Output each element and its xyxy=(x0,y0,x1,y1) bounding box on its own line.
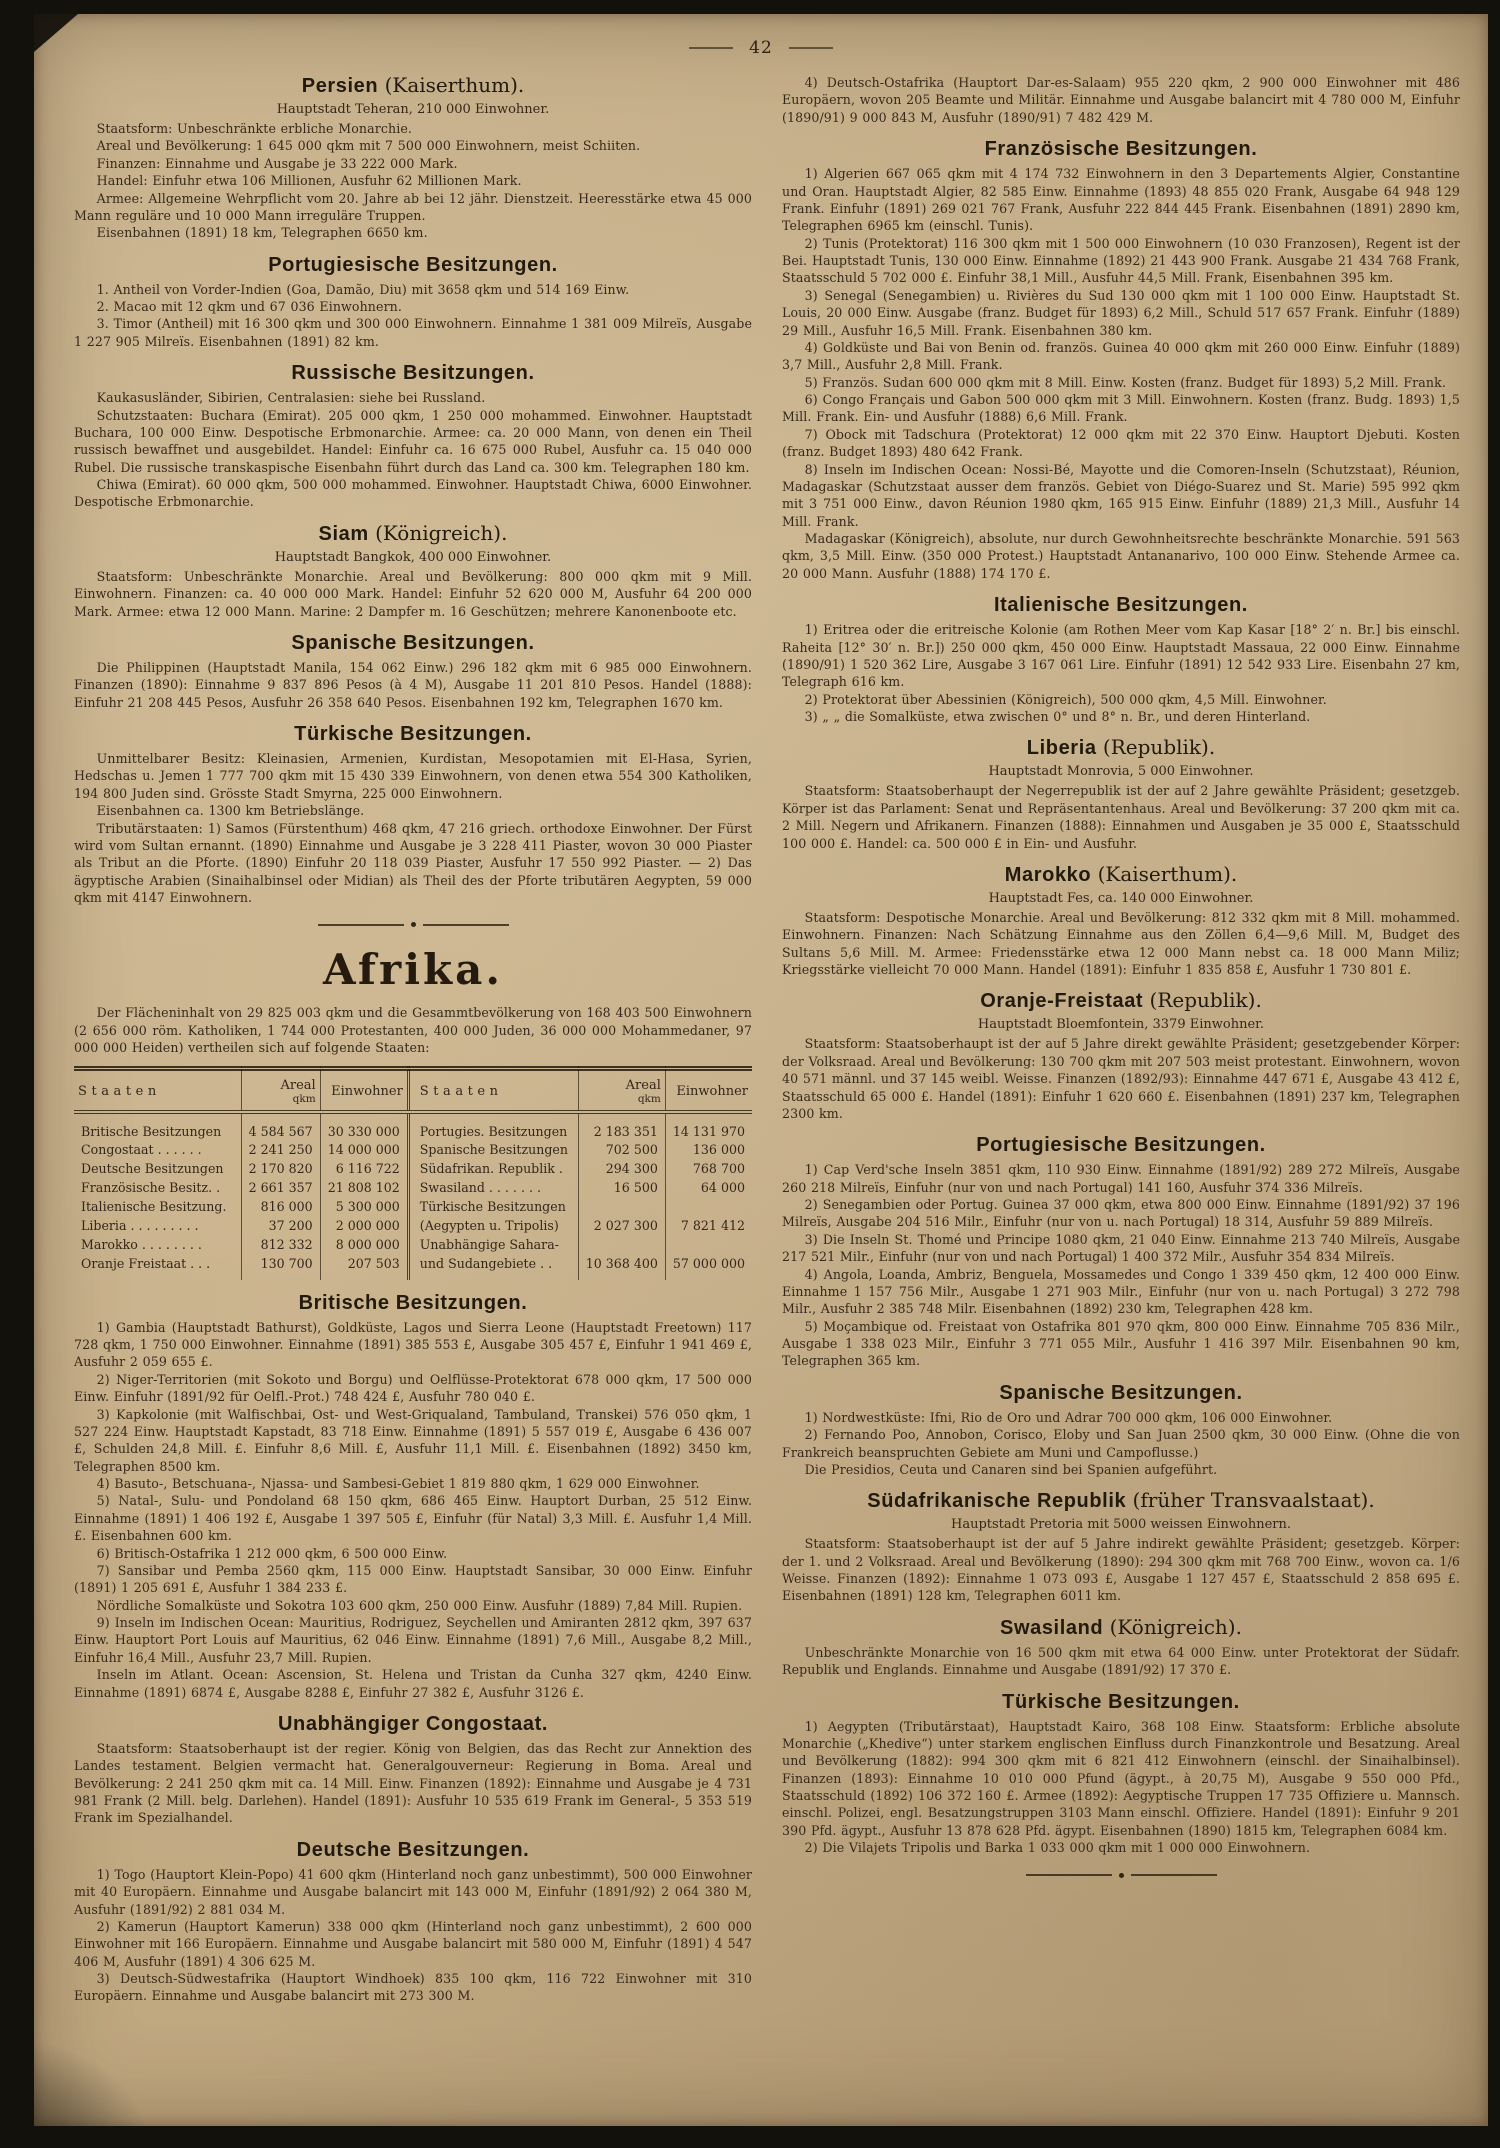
section-heading-portugiesisch-afrika xyxy=(782,1133,1460,1157)
cell-staat: und Sudangebiete . . xyxy=(408,1255,578,1280)
page-content xyxy=(34,14,1488,2126)
scanned-page xyxy=(34,14,1488,2126)
subtitle-suedafrikanische-republik: Hauptstadt Pretoria mit 5000 weissen Einwohnern. xyxy=(951,1517,1291,1533)
col-header-staaten-2: Staaten xyxy=(408,1068,578,1112)
col-header-areal-unit: qkm xyxy=(292,1092,316,1105)
cell-staat: Türkische Besitzungen xyxy=(408,1198,578,1217)
britisch-paragraph-3: 3) Kapkolonie (mit Walfischbai, Ost- und West-Griqualand, Tambuland, Transkei) 576 050 qkm, 1 527 224 Einw. Hauptstadt Kapstadt, 83 718 Einw. Einnahme (1891) 5 557 019 £, Ausgabe 6 436 007 £, Schulden 24,8 Mill. £. Einfuhr 8,6 Mill. £, Ausfuhr 11,1 Mill. £. Eisenbahnen (1892) 3450 km, Telegraphen 8500 km. xyxy=(74,1406,752,1474)
paragraphs-swasiland xyxy=(782,1644,1460,1679)
paragraphs-deutsch-ostafrika xyxy=(782,74,1460,126)
section-italienische-besitzungen xyxy=(782,593,1460,725)
subtitle-persien: Hauptstadt Teheran, 210 000 Einwohner. xyxy=(276,102,550,117)
cell-einwohner: 21 808 102 xyxy=(320,1179,408,1198)
table-row-5 xyxy=(74,1198,752,1217)
britisch-paragraph-9: 9) Inseln im Indischen Ocean: Mauritius, Rodriguez, Seychellen und Amiranten 2812 qkm, 397 637 Einw. Hauptort Port Louis auf Mauritius, 62 046 Einw. Einnahme (1891) 7,6 Mill., Ausgabe 8,2 Mill., Einfuhr 16,4 Mill., Ausfuhr 23,7 Mill. Rupien. xyxy=(74,1615,752,1665)
cell-staat: Spanische Besitzungen xyxy=(408,1141,578,1160)
cell-einwohner: 207 503 xyxy=(320,1255,408,1280)
col-header-staaten-1: Staaten xyxy=(74,1068,241,1112)
italienisch-paragraph-3: 3) „ „ die Somalküste, etwa zwischen 0° und 8° n. Br., und deren Hinterland. xyxy=(804,709,1311,724)
paragraphs-suedafrikanische-republik xyxy=(782,1535,1460,1605)
portugiesisch-asien-paragraph-1: 1. Antheil von Vorder-Indien (Goa, Damão, Diu) mit 3658 qkm und 514 169 Einw. xyxy=(96,281,630,297)
persien-paragraph-3: Finanzen: Einnahme und Ausgabe je 33 222 000 Mark. xyxy=(96,155,458,171)
persien-paragraph-5: Armee: Allgemeine Wehrpflicht vom 20. Jahre ab bei 12 jähr. Dienstzeit. Heeresstärke etwa 45 000 Mann reguläre und 10 000 Mann irreguläre Truppen. xyxy=(74,190,752,223)
paragraphs-spanisch-asien xyxy=(74,659,752,711)
persien-paragraph-4: Handel: Einfuhr etwa 106 Millionen, Ausfuhr 62 Millionen Mark. xyxy=(96,173,522,189)
paragraphs-tuerkisch-afrika xyxy=(782,1718,1460,1857)
paragraphs-britisch xyxy=(74,1319,752,1701)
russisch-paragraph-3: Chiwa (Emirat). 60 000 qkm, 500 000 mohammed. Einwohner. Hauptstadt Chiwa, 6000 Einwohner. Despotische Erbmonarchie. xyxy=(74,477,752,510)
russisch-paragraph-2: Schutzstaaten: Buchara (Emirat). 205 000 qkm, 1 250 000 mohammed. Einwohner. Hauptstadt Buchara, 100 000 Einw. Despotische Erbmonarchie. Armee: ca. 20 000 Mann, von denen ein Theil russisch bewaffnet und ausgebildet. Handel: Einfuhr ca. 16 675 000 Rubel, Ausfuhr ca. 15 040 000 Rubel. Die russische transkaspische Eisenbahn führt durch das Land ca. 300 km. Telegraphen 180 km. xyxy=(74,407,752,475)
deutsch-paragraph-1: 1) Togo (Hauptort Klein-Popo) 41 600 qkm (Hinterland noch ganz unbestimmt), 500 000 Einwohner mit 40 Europäern. Einnahme und Ausgabe balancirt mit 143 000 M, Einfuhr (1891/92) 2 064 380 M, Ausfuhr (1891/92) 2 881 034 M. xyxy=(74,1866,752,1917)
section-tuerkische-besitzungen-afrika xyxy=(782,1690,1460,1857)
portugiesisch-asien-paragraph-2: 2. Macao mit 12 qkm und 67 036 Einwohnern. xyxy=(96,299,402,314)
page-number-dash-right xyxy=(789,47,833,49)
paragraphs-marokko xyxy=(782,909,1460,979)
cell-staat: (Aegypten u. Tripolis) xyxy=(408,1217,578,1236)
heading-bold: Unabhängiger Congostaat. xyxy=(278,1712,548,1735)
cell-einwohner: 7 821 412 xyxy=(665,1217,752,1236)
cell-einwohner: 768 700 xyxy=(665,1160,752,1179)
tuerkisch-afrika-paragraph-2: 2) Die Vilajets Tripolis und Barka 1 033 000 qkm mit 1 000 000 Einwohnern. xyxy=(804,1840,1311,1856)
cell-staat: Oranje Freistaat . . . xyxy=(81,1255,211,1271)
heading-rest: (früher Transvaalstaat). xyxy=(1126,1488,1375,1513)
franzoesisch-paragraph-5: 5) Französ. Sudan 600 000 qkm mit 8 Mill. Einw. Kosten (franz. Budget für 1893) 5,2 Mill. Frank. xyxy=(804,374,1446,390)
deutsch-ostafrika-paragraph-1: 4) Deutsch-Ostafrika (Hauptort Dar-es-Salaam) 955 220 qkm, 2 900 000 Einwohner mit 486 Europäern, wovon 205 Beamte und Militär. Einnahme und Ausgabe balancirt mit 4 780 000 M, Einfuhr (1890/91) 9 000 843 M, Ausfuhr (1890/91) 7 482 429 M. xyxy=(782,75,1460,125)
section-heading-tuerkisch-asien xyxy=(74,722,752,746)
paragraphs-portugiesisch-afrika xyxy=(782,1161,1460,1370)
cell-staat: Swasiland . . . . . . . xyxy=(408,1179,578,1198)
section-heading-deutsch xyxy=(74,1838,752,1862)
heading-bold: Italienische Besitzungen. xyxy=(994,594,1248,617)
deutsch-paragraph-2: 2) Kamerun (Hauptort Kamerun) 338 000 qkm (Hinterland noch ganz unbestimmt), 2 600 000 Einwohner mit 166 Europäern. Einnahme und Ausgabe balancirt mit 580 000 M, Einfuhr (1891) 4 547 406 M, Ausfuhr (1891) 4 306 625 M. xyxy=(74,1918,752,1969)
section-spanische-besitzungen-asien xyxy=(74,631,752,711)
cell-einwohner: 64 000 xyxy=(665,1179,752,1198)
cell-areal xyxy=(578,1236,665,1255)
cell-areal: 2 661 357 xyxy=(241,1179,320,1198)
table-row-7 xyxy=(74,1236,752,1255)
section-portugiesische-besitzungen-afrika xyxy=(782,1133,1460,1370)
right-column xyxy=(782,74,1460,2098)
franzoesisch-paragraph-7: 7) Obock mit Tadschura (Protektorat) 12 000 qkm mit 22 370 Einw. Hauptort Djebuti. Kosten (franz. Budget 1893) 480 642 Frank. xyxy=(782,426,1460,460)
heading-bold: Deutsche Besitzungen. xyxy=(296,1838,530,1861)
section-heading-russisch xyxy=(74,361,752,385)
subtitle-siam: Hauptstadt Bangkok, 400 000 Einwohner. xyxy=(274,549,552,565)
cell-staat: Südafrikan. Republik . xyxy=(408,1160,578,1179)
cell-areal: 2 241 250 xyxy=(241,1141,320,1160)
cell-einwohner xyxy=(665,1198,752,1217)
italienisch-paragraph-2: 2) Protektorat über Abessinien (Königreich), 500 000 qkm, 4,5 Mill. Einwohner. xyxy=(804,691,1327,707)
paragraphs-liberia xyxy=(782,782,1460,852)
afrika-title: Afrika. xyxy=(323,945,503,995)
franzoesisch-paragraph-9: Madagaskar (Königreich), absolute, nur durch Gewohnheitsrechte beschränkte Monarchie. 591 563 qkm, 3,5 Mill. Einw. (350 000 Protest.) Hauptstadt Antananarivo, 100 000 Einw. Stehende Armee ca. 20 000 Mann. Ausfuhr (1888) 174 170 £. xyxy=(782,531,1460,581)
section-russische-besitzungen xyxy=(74,361,752,511)
col-header-areal-label: Areal xyxy=(280,1077,316,1093)
section-heading-swasiland xyxy=(782,1616,1460,1640)
table-row-1 xyxy=(74,1112,752,1142)
cell-einwohner: 6 116 722 xyxy=(320,1160,408,1179)
portugiesisch-asien-paragraph-3: 3. Timor (Antheil) mit 16 300 qkm und 300 000 Einwohnern. Einnahme 1 381 009 Milreïs, Ausgabe 1 227 905 Milreïs. Eisenbahnen (1891) 82 km. xyxy=(74,316,752,349)
section-heading-congostaat xyxy=(74,1712,752,1736)
section-swasiland xyxy=(782,1616,1460,1679)
table-row-4 xyxy=(74,1179,752,1198)
afrika-staaten-table xyxy=(74,1066,752,1280)
divider-dot xyxy=(1119,1873,1124,1878)
cell-einwohner: 57 000 000 xyxy=(665,1255,752,1280)
cell-areal xyxy=(578,1198,665,1217)
section-heading-britisch xyxy=(74,1291,752,1315)
section-heading-spanisch-asien xyxy=(74,631,752,655)
section-heading-tuerkisch-afrika xyxy=(782,1690,1460,1714)
cell-staat: Portugies. Besitzungen xyxy=(408,1112,578,1142)
divider-line-left xyxy=(318,924,404,926)
marokko-paragraph-1: Staatsform: Despotische Monarchie. Areal und Bevölkerung: 812 332 qkm mit 8 Mill. mohammed. Einwohnern. Finanzen: Nach Schätzung Einnahme aus den Zöllen 6,4—9,6 Mill. M, Budget des Sultans 5,6 Mill. M. Armee: Friedensstärke etwa 12 000 Mann nebst ca. 18 000 Mann Miliz; Kriegsstärke vielleicht 70 000 Mann. Handel (1891): Einfuhr 1 835 858 £, Ausfuhr 1 730 801 £. xyxy=(782,909,1460,977)
franzoesisch-paragraph-6: 6) Congo Français und Gabon 500 000 qkm mit 3 Mill. Einwohnern. Kosten (franz. Budg. 1893) 1,5 Mill. Frank. Ein- und Ausfuhr (1888) 6,6 Mill. Frank. xyxy=(782,392,1460,425)
col-header-areal-2 xyxy=(578,1068,665,1112)
section-marokko xyxy=(782,863,1460,979)
cell-areal: 4 584 567 xyxy=(241,1112,320,1142)
section-heading-liberia xyxy=(782,736,1460,760)
heading-bold: Türkische Besitzungen. xyxy=(294,723,532,745)
congostaat-paragraph-1: Staatsform: Staatsoberhaupt ist der regier. König von Belgien, das das Recht zur Annektion des Landes testament. Belgien vermacht hat. Generalgouverneur: Regierung in Boma. Areal und Bevölkerung: 2 241 250 qkm mit ca. 14 Mill. Einw. Finanzen (1892): Einnahme und Ausgabe je 4 731 981 Frank (2 Mill. belg. Darlehen). Handel (1891): Ausfuhr 10 535 619 Frank im General-, 5 353 519 Frank im Spezialhandel. xyxy=(74,1740,752,1826)
cell-areal: 37 200 xyxy=(241,1217,320,1236)
heading-rest: (Kaiserthum). xyxy=(378,73,525,97)
cell-areal: 2 183 351 xyxy=(578,1112,665,1142)
heading-rest: (Republik). xyxy=(1143,988,1262,1013)
cell-einwohner: 8 000 000 xyxy=(320,1236,408,1255)
section-heading-suedafrikanische-republik xyxy=(782,1489,1460,1513)
cell-staat: Italienische Besitzung. xyxy=(81,1199,227,1215)
heading-bold: Spanische Besitzungen. xyxy=(999,1381,1243,1404)
cell-areal: 2 170 820 xyxy=(241,1160,320,1179)
paragraphs-siam xyxy=(74,568,752,620)
franzoesisch-paragraph-1: 1) Algerien 667 065 qkm mit 4 174 732 Einwohnern in den 3 Departements Algier, Constantine und Oran. Hauptstadt Algier, 82 585 Einw. Einnahme (1893) 48 855 020 Frank, Ausgabe 64 948 129 Frank. Einfuhr (1891) 269 021 767 Frank, Ausfuhr 222 844 445 Frank. Eisenbahnen (1891) 2890 km, Telegraphen 6965 km (einschl. Tunis). xyxy=(782,166,1460,234)
section-siam xyxy=(74,522,752,620)
franzoesisch-paragraph-2: 2) Tunis (Protektorat) 116 300 qkm mit 1 500 000 Einwohnern (10 030 Franzosen), Regent ist der Bei. Hauptstadt Tunis, 130 000 Einw. Einnahme (1892) 21 443 900 Frank. Ausgabe 21 434 768 Frank, Staatsschuld 5 702 000 £. Einfuhr 38,1 Mill., Ausfuhr 44,5 Mill. Frank, Eisenbahnen 395 km. xyxy=(782,235,1460,286)
tuerkisch-asien-paragraph-1: Unmittelbarer Besitz: Kleinasien, Armenien, Kurdistan, Mesopotamien mit El-Hasa, Syrien, Hedschas u. Jemen 1 777 700 qkm mit 15 430 339 Einwohnern, von denen etwa 554 300 Katholiken, 194 800 Juden sind. Grösste Stadt Smyrna, 225 000 Einwohnern. xyxy=(74,751,752,801)
heading-bold: Portugiesische Besitzungen. xyxy=(976,1134,1266,1157)
table-header-row xyxy=(74,1068,752,1112)
divider-line-right xyxy=(423,924,509,926)
heading-bold: Persien xyxy=(301,75,379,97)
section-heading-franzoesisch xyxy=(782,137,1460,161)
tuerkisch-asien-paragraph-3: Tributärstaaten: 1) Samos (Fürstenthum) 468 qkm, 47 216 griech. orthodoxe Einwohner. Der Fürst wird vom Sultan ernannt. (1890) Einnahme und Ausgabe je 3 228 411 Piaster, wovon 30 000 Piaster als Tribut an die Pforte. (1890) Einfuhr 20 118 039 Piaster, Ausfuhr 17 550 992 Piaster. — 2) Das ägyptische Arabien (Sinaihalbinsel oder Midian) als Theil des der Pforte tributären Aegypten, 59 000 qkm mit 4147 Einwohnern. xyxy=(74,820,752,905)
cell-areal: 812 332 xyxy=(241,1236,320,1255)
heading-bold: Siam xyxy=(318,522,369,545)
section-divider xyxy=(74,922,752,927)
portugiesisch-afrika-paragraph-5: 5) Moçambique od. Freistaat von Ostafrika 801 970 qkm, 800 000 Einw. Einnahme 705 836 Milr., Ausgabe 1 338 023 Milr., Einfuhr 3 771 055 Milr., Ausfuhr 1 416 397 Milr. Eisenbahnen 90 km, Telegraphen 365 km. xyxy=(782,1318,1460,1369)
page-number-dash-left xyxy=(689,47,733,49)
britisch-paragraph-4: 4) Basuto-, Betschuana-, Njassa- und Sambesi-Gebiet 1 819 880 qkm, 1 629 000 Einwohner. xyxy=(96,1476,700,1491)
section-oranje-freistaat xyxy=(782,989,1460,1122)
heading-bold: Marokko xyxy=(1004,863,1092,886)
section-britische-besitzungen xyxy=(74,1291,752,1701)
section-heading-oranje xyxy=(782,989,1460,1013)
heading-bold: Britische Besitzungen. xyxy=(298,1291,528,1314)
portugiesisch-afrika-paragraph-4: 4) Angola, Loanda, Ambriz, Benguela, Mossamedes und Congo 1 339 450 qkm, 12 400 000 Einw. Einnahme 1 157 756 Milr., Ausgabe 1 271 903 Milr., Einfuhr (nur von u. nach Portugal) 3 272 798 Milr., Ausfuhr 2 385 748 Milr. Eisenbahnen (1892) 230 km, Telegraphen 428 km. xyxy=(782,1266,1460,1317)
portugiesisch-afrika-paragraph-1: 1) Cap Verd'sche Inseln 3851 qkm, 110 930 Einw. Einnahme (1891/92) 289 272 Milreïs, Ausgabe 260 218 Milreïs, Einfuhr (nur von und nach Portugal) 141 160, Ausfuhr 374 336 Milreïs. xyxy=(782,1162,1460,1195)
cell-staat: Deutsche Besitzungen xyxy=(81,1161,224,1177)
heading-rest: (Königreich). xyxy=(368,520,508,545)
cell-staat: Liberia . . . . . . . . . xyxy=(81,1217,199,1233)
page-number-row xyxy=(34,38,1488,58)
cell-areal: 130 700 xyxy=(241,1255,320,1280)
section-heading-spanisch-afrika xyxy=(782,1381,1460,1405)
heading-rest: (Königreich). xyxy=(1103,1614,1242,1639)
britisch-paragraph-5: 5) Natal-, Sulu- und Pondoland 68 150 qkm, 686 465 Einw. Hauptort Durban, 25 512 Einw. Einnahme (1891) 1 406 192 £, Ausgabe 1 397 505 £, Einfuhr (für Natal) 3,3 Mill. £. Ausfuhr 1,4 Mill. £. Eisenbahnen 600 km. xyxy=(74,1493,752,1544)
cell-staat: Britische Besitzungen xyxy=(81,1123,222,1139)
col-header-einwohner-1: Einwohner xyxy=(320,1068,408,1112)
table-row-3 xyxy=(74,1160,752,1179)
paragraphs-tuerkisch-asien xyxy=(74,750,752,906)
subtitle-oranje: Hauptstadt Bloemfontein, 3379 Einwohner. xyxy=(977,1017,1265,1033)
section-heading-persien xyxy=(74,74,752,98)
subtitle-marokko: Hauptstadt Fes, ca. 140 000 Einwohner. xyxy=(988,890,1254,906)
cell-einwohner: 5 300 000 xyxy=(320,1198,408,1217)
paragraphs-italienisch xyxy=(782,621,1460,725)
britisch-paragraph-1: 1) Gambia (Hauptstadt Bathurst), Goldküste, Lagos und Sierra Leone (Hauptstadt Freetown) 117 728 qkm, 1 750 000 Einwohner. Einnahme (1891) 385 553 £, Ausgabe 305 457 £, Einfuhr 1 941 469 £, Ausfuhr 2 059 655 £. xyxy=(74,1319,752,1370)
franzoesisch-paragraph-3: 3) Senegal (Senegambien) u. Rivières du Sud 130 000 qkm mit 1 100 000 Einw. Hauptstadt St. Louis, 20 000 Einw. Ausgabe (franz. Budget für 1893) 6,2 Mill., Schuld 517 657 Frank. Einfuhr (1889) 29 Mill., Ausfuhr 16,5 Mill. Frank. Eisenbahnen 380 km. xyxy=(782,287,1460,338)
paragraphs-spanisch-afrika xyxy=(782,1409,1460,1479)
cell-staat: Unabhängige Sahara- xyxy=(408,1236,578,1255)
heading-bold: Portugiesische Besitzungen. xyxy=(268,253,558,276)
cell-areal: 294 300 xyxy=(578,1160,665,1179)
section-heading-italienisch xyxy=(782,593,1460,617)
table-row-2 xyxy=(74,1141,752,1160)
left-column xyxy=(74,74,752,2098)
heading-bold: Türkische Besitzungen. xyxy=(1002,1690,1240,1713)
spanisch-asien-paragraph-1: Die Philippinen (Hauptstadt Manila, 154 062 Einw.) 296 182 qkm mit 6 985 000 Einwohnern. Finanzen (1890): Einnahme 9 837 896 Pesos (à 4 M), Ausgabe 11 201 810 Pesos. Handel (1888): Einfuhr 21 208 445 Pesos, Ausfuhr 26 358 640 Pesos. Eisenbahnen 192 km, Telegraphen 1670 km. xyxy=(74,659,752,710)
cell-einwohner: 14 000 000 xyxy=(320,1141,408,1160)
cell-areal: 2 027 300 xyxy=(578,1217,665,1236)
oranje-paragraph-1: Staatsform: Staatsoberhaupt ist der auf 5 Jahre direkt gewählte Präsident; gesetzgebender Körper: der Volksraad. Areal und Bevölkerung: 130 700 qkm mit 207 503 meist protestant. Einwohnern, wovon 40 571 männl. und 37 145 weibl. Weisse. Finanzen (1892/93): Einnahme 447 671 £, Ausgabe 43 412 £, Staatsschuld 65 000 £. Handel (1891): Einfuhr 1 620 660 £. Eisenbahnen (1891) 237 km, Telegraphen 2300 km. xyxy=(782,1036,1460,1121)
paragraphs-persien xyxy=(74,120,752,242)
table-head xyxy=(74,1068,752,1112)
britisch-paragraph-8: Nördliche Somalküste und Sokotra 103 600 qkm, 250 000 Einw. Ausfuhr (1889) 7,84 Mill. Rupien. xyxy=(96,1597,743,1613)
section-portugiesische-besitzungen-asien xyxy=(74,253,752,351)
persien-paragraph-1: Staatsform: Unbeschränkte erbliche Monarchie. xyxy=(96,121,412,136)
divider-line-right xyxy=(1131,1874,1217,1876)
paragraphs-congostaat xyxy=(74,1740,752,1827)
britisch-paragraph-2: 2) Niger-Territorien (mit Sokoto und Borgu) und Oelflüsse-Protektorat 678 000 qkm, 17 500 000 Einw. Einfuhr (1891/92 für Oelfl.-Prot.) 748 424 £, Ausfuhr 780 040 £. xyxy=(74,1371,752,1405)
section-heading-portugiesisch-asien xyxy=(74,253,752,277)
col-header-areal-1 xyxy=(241,1068,320,1112)
cell-areal: 702 500 xyxy=(578,1141,665,1160)
cell-areal: 816 000 xyxy=(241,1198,320,1217)
cell-einwohner: 30 330 000 xyxy=(320,1112,408,1142)
section-liberia xyxy=(782,736,1460,852)
table-body xyxy=(74,1112,752,1280)
cell-staat: Französische Besitz. . xyxy=(81,1180,221,1196)
spanisch-afrika-paragraph-2: 2) Fernando Poo, Annobon, Corisco, Eloby und San Juan 2500 qkm, 30 000 Einw. (Ohne die von Frankreich beanspruchten Gebiete am Muni und Campoflusse.) xyxy=(782,1427,1460,1460)
section-tuerkische-besitzungen-asien xyxy=(74,722,752,906)
section-suedafrikanische-republik xyxy=(782,1489,1460,1605)
portugiesisch-afrika-paragraph-3: 3) Die Inseln St. Thomé und Principe 1080 qkm, 21 040 Einw. Einnahme 213 740 Milreïs, Ausgabe 217 521 Milr., Einfuhr (nur von und nach Portugal) 1 400 372 Milr., Ausfuhr 354 834 Milreïs. xyxy=(782,1231,1460,1265)
franzoesisch-paragraph-4: 4) Goldküste und Bai von Benin od. französ. Guinea 40 000 qkm mit 260 000 Einw. Einfuhr (1889) 3,7 Mill., Ausfuhr 2,8 Mill. Frank. xyxy=(782,339,1460,373)
section-persien xyxy=(74,74,752,242)
heading-bold: Spanische Besitzungen. xyxy=(291,631,535,654)
section-spanische-besitzungen-afrika xyxy=(782,1381,1460,1479)
cell-staat: Congostaat . . . . . . xyxy=(81,1142,202,1158)
persien-paragraph-6: Eisenbahnen (1891) 18 km, Telegraphen 6650 km. xyxy=(96,225,428,241)
paragraphs-oranje xyxy=(782,1035,1460,1122)
section-heading-marokko xyxy=(782,863,1460,887)
divider-line-left xyxy=(1026,1874,1112,1876)
liberia-paragraph-1: Staatsform: Staatsoberhaupt der Negerrepublik ist der auf 2 Jahre gewählte Präsident; gesetzgeb. Körper ist das Parlament: Senat und Repräsentantenhaus. Areal und Bevölkerung: 37 200 qkm mit ca. 2 Mill. Negern und Afrikanern. Finanzen (1888): Einnahmen und Ausgaben je 35 000 £, Staatsschuld 100 000 £. Handel: ca. 500 000 £ in Ein- und Ausfuhr. xyxy=(782,783,1460,851)
col-header-areal-unit: qkm xyxy=(637,1092,661,1105)
russisch-paragraph-1: Kaukasusländer, Sibirien, Centralasien: siehe bei Russland. xyxy=(96,390,486,406)
col-header-areal-label: Areal xyxy=(625,1077,661,1093)
heading-bold: Swasiland xyxy=(1000,1616,1104,1639)
portugiesisch-afrika-paragraph-2: 2) Senegambien oder Portug. Guinea 37 000 qkm, etwa 800 000 Einw. Einnahme (1891/92) 37 196 Milreïs, Ausgabe 204 516 Milr., Einfuhr (nur von u. nach Portugal) 18 314, Ausfuhr 59 889 Milreïs. xyxy=(782,1197,1460,1230)
britisch-paragraph-10: Inseln im Atlant. Ocean: Ascension, St. Helena und Tristan da Cunha 327 qkm, 4240 Einw. Einnahme (1891) 6874 £, Ausgabe 8288 £, Einfuhr 27 382 £, Ausfuhr 3126 £. xyxy=(74,1667,752,1700)
cell-einwohner: 136 000 xyxy=(665,1141,752,1160)
cell-areal: 16 500 xyxy=(578,1179,665,1198)
divider-dot xyxy=(411,922,416,927)
paragraphs-franzoesisch xyxy=(782,165,1460,582)
cell-einwohner: 14 131 970 xyxy=(665,1112,752,1142)
heading-rest: (Kaiserthum). xyxy=(1091,861,1238,886)
section-deutsch-ostafrika-continuation xyxy=(782,74,1460,126)
spanisch-afrika-paragraph-1: 1) Nordwestküste: Ifni, Rio de Oro und Adrar 700 000 qkm, 106 000 Einwohner. xyxy=(804,1409,1333,1425)
paragraphs-portugiesisch-asien xyxy=(74,281,752,351)
paragraphs-deutsch xyxy=(74,1866,752,2005)
section-afrika xyxy=(74,945,752,1279)
deutsch-paragraph-3: 3) Deutsch-Südwestafrika (Hauptort Windhoek) 835 100 qkm, 116 722 Einwohner mit 310 Europäern. Einnahme und Ausgabe balancirt mit 273 300 M. xyxy=(74,1971,752,2004)
table-row-6 xyxy=(74,1217,752,1236)
paragraphs-russisch xyxy=(74,389,752,511)
section-franzoesische-besitzungen xyxy=(782,137,1460,582)
subtitle-liberia: Hauptstadt Monrovia, 5 000 Einwohner. xyxy=(988,764,1254,780)
section-deutsche-besitzungen xyxy=(74,1838,752,2005)
heading-rest: (Republik). xyxy=(1096,735,1216,760)
heading-bold: Russische Besitzungen. xyxy=(291,362,535,385)
table-row-8 xyxy=(74,1255,752,1280)
tuerkisch-asien-paragraph-2: Eisenbahnen ca. 1300 km Betriebslänge. xyxy=(96,803,365,819)
persien-paragraph-2: Areal und Bevölkerung: 1 645 000 qkm mit 7 500 000 Einwohnern, meist Schiiten. xyxy=(96,138,641,154)
britisch-paragraph-6: 6) Britisch-Ostafrika 1 212 000 qkm, 6 500 000 Einw. xyxy=(96,1545,448,1561)
section-heading-siam xyxy=(74,522,752,546)
end-divider xyxy=(782,1873,1460,1878)
section-congostaat xyxy=(74,1712,752,1827)
suedafrikanische-republik-paragraph-1: Staatsform: Staatsoberhaupt ist der auf 5 Jahre indirekt gewählte Präsident; gesetzgeb. Körper: der 1. und 2 Volksraad. Areal und Bevölkerung (1890): 294 300 qkm mit 768 700 Einw., wovon ca. 1/6 Weisse. Finanzen (1892): Einnahme 1 073 093 £, Ausgabe 1 127 457 £, Staatsschuld 2 858 695 £. Eisenbahnen (1891) 128 km, Telegraphen 6011 km. xyxy=(782,1536,1460,1604)
heading-bold: Liberia xyxy=(1026,737,1097,760)
spanisch-afrika-paragraph-3: Die Presidios, Ceuta und Canaren sind bei Spanien aufgeführt. xyxy=(804,1461,1218,1477)
page-number: 42 xyxy=(749,38,773,58)
heading-bold: Französische Besitzungen. xyxy=(984,138,1258,161)
cell-staat: Marokko . . . . . . . . xyxy=(81,1236,202,1252)
britisch-paragraph-7: 7) Sansibar und Pemba 2560 qkm, 115 000 Einw. Hauptstadt Sansibar, 30 000 Einw. Einfuhr (1891) 1 205 691 £, Ausfuhr 1 384 233 £. xyxy=(74,1562,752,1596)
heading-bold: Südafrikanische Republik xyxy=(867,1490,1127,1513)
italienisch-paragraph-1: 1) Eritrea oder die eritreische Kolonie (am Rothen Meer vom Kap Kasar [18° 2′ n. Br.] bis einschl. Raheita [12° 30′ n. Br.]) 250 000 qkm, 450 000 Einw. Hauptstadt Massaua, 22 000 Einw. Einnahme (1890/91) 1 520 362 Lire, Ausgabe 3 167 061 Lire. Einfuhr (1891) 12 542 933 Lire. Eisenbahn 27 km, Telegraph 616 km. xyxy=(782,622,1460,690)
swasiland-paragraph-1: Unbeschränkte Monarchie von 16 500 qkm mit etwa 64 000 Einw. unter Protektorat der Südafr. Republik und Englands. Einnahme und Ausgabe (1891/92) 17 370 £. xyxy=(782,1644,1460,1678)
heading-bold: Oranje-Freistaat xyxy=(980,990,1144,1013)
siam-paragraph-1: Staatsform: Unbeschränkte Monarchie. Areal und Bevölkerung: 800 000 qkm mit 9 Mill. Einwohnern. Finanzen: ca. 40 000 000 Mark. Handel: Einfuhr 52 620 000 M, Ausfuhr 64 200 000 Mark. Armee: etwa 12 000 Mann. Marine: 2 Dampfer m. 16 Geschützen; mehrere Kanonenboote etc. xyxy=(74,568,752,619)
col-header-einwohner-2: Einwohner xyxy=(665,1068,752,1112)
cell-einwohner: 2 000 000 xyxy=(320,1217,408,1236)
tuerkisch-afrika-paragraph-1: 1) Aegypten (Tributärstaat), Hauptstadt Kairo, 368 108 Einw. Staatsform: Erbliche absolute Monarchie („Khedive“) unter starkem englischen Einfluss durch Finanzkontrole und Besatzung. Areal und Bevölkerung (1882): 994 300 qkm mit 6 821 412 Einwohnern (einschl. der Sinaihalbinsel). Finanzen (1893): Einnahme 10 010 000 Pfund (ägypt., à 20,75 M), Ausgabe 9 550 000 Pfd., Staatsschuld (1892) 106 372 160 £. Armee (1892): Aegyptische Truppen 17 735 Offiziere u. Mannsch. einschl. Polizei, engl. Besatzungstruppen 3103 Mann einschl. Offiziere. Handel (1891): Einfuhr 9 201 390 Pfd. ägypt., Ausfuhr 13 878 628 Pfd. ägypt. Eisenbahnen (1890) 1815 km, Telegraphen 6084 km. xyxy=(782,1718,1460,1838)
cell-areal: 10 368 400 xyxy=(578,1255,665,1280)
cell-einwohner xyxy=(665,1236,752,1255)
franzoesisch-paragraph-8: 8) Inseln im Indischen Ocean: Nossi-Bé, Mayotte und die Comoren-Inseln (Schutzstaat), Réunion, Madagaskar (Schutzstaat ausser dem französ. Gebiet von Diégo-Suarez und St. Marie) 595 992 qkm mit 3 751 000 Einw., davon Réunion 1980 qkm, 165 915 Einw. Einfuhr (1889) 21,3 Mill., Ausfuhr 14 Mill. Frank. xyxy=(782,461,1460,529)
afrika-intro: Der Flächeninhalt von 29 825 003 qkm und die Gesammtbevölkerung von 168 403 500 Einwohnern (2 656 000 röm. Katholiken, 1 744 000 Protestanten, 400 000 Juden, 36 000 000 Mohammedaner, 97 000 000 Heiden) vertheilen sich auf folgende Staaten: xyxy=(74,1005,752,1056)
